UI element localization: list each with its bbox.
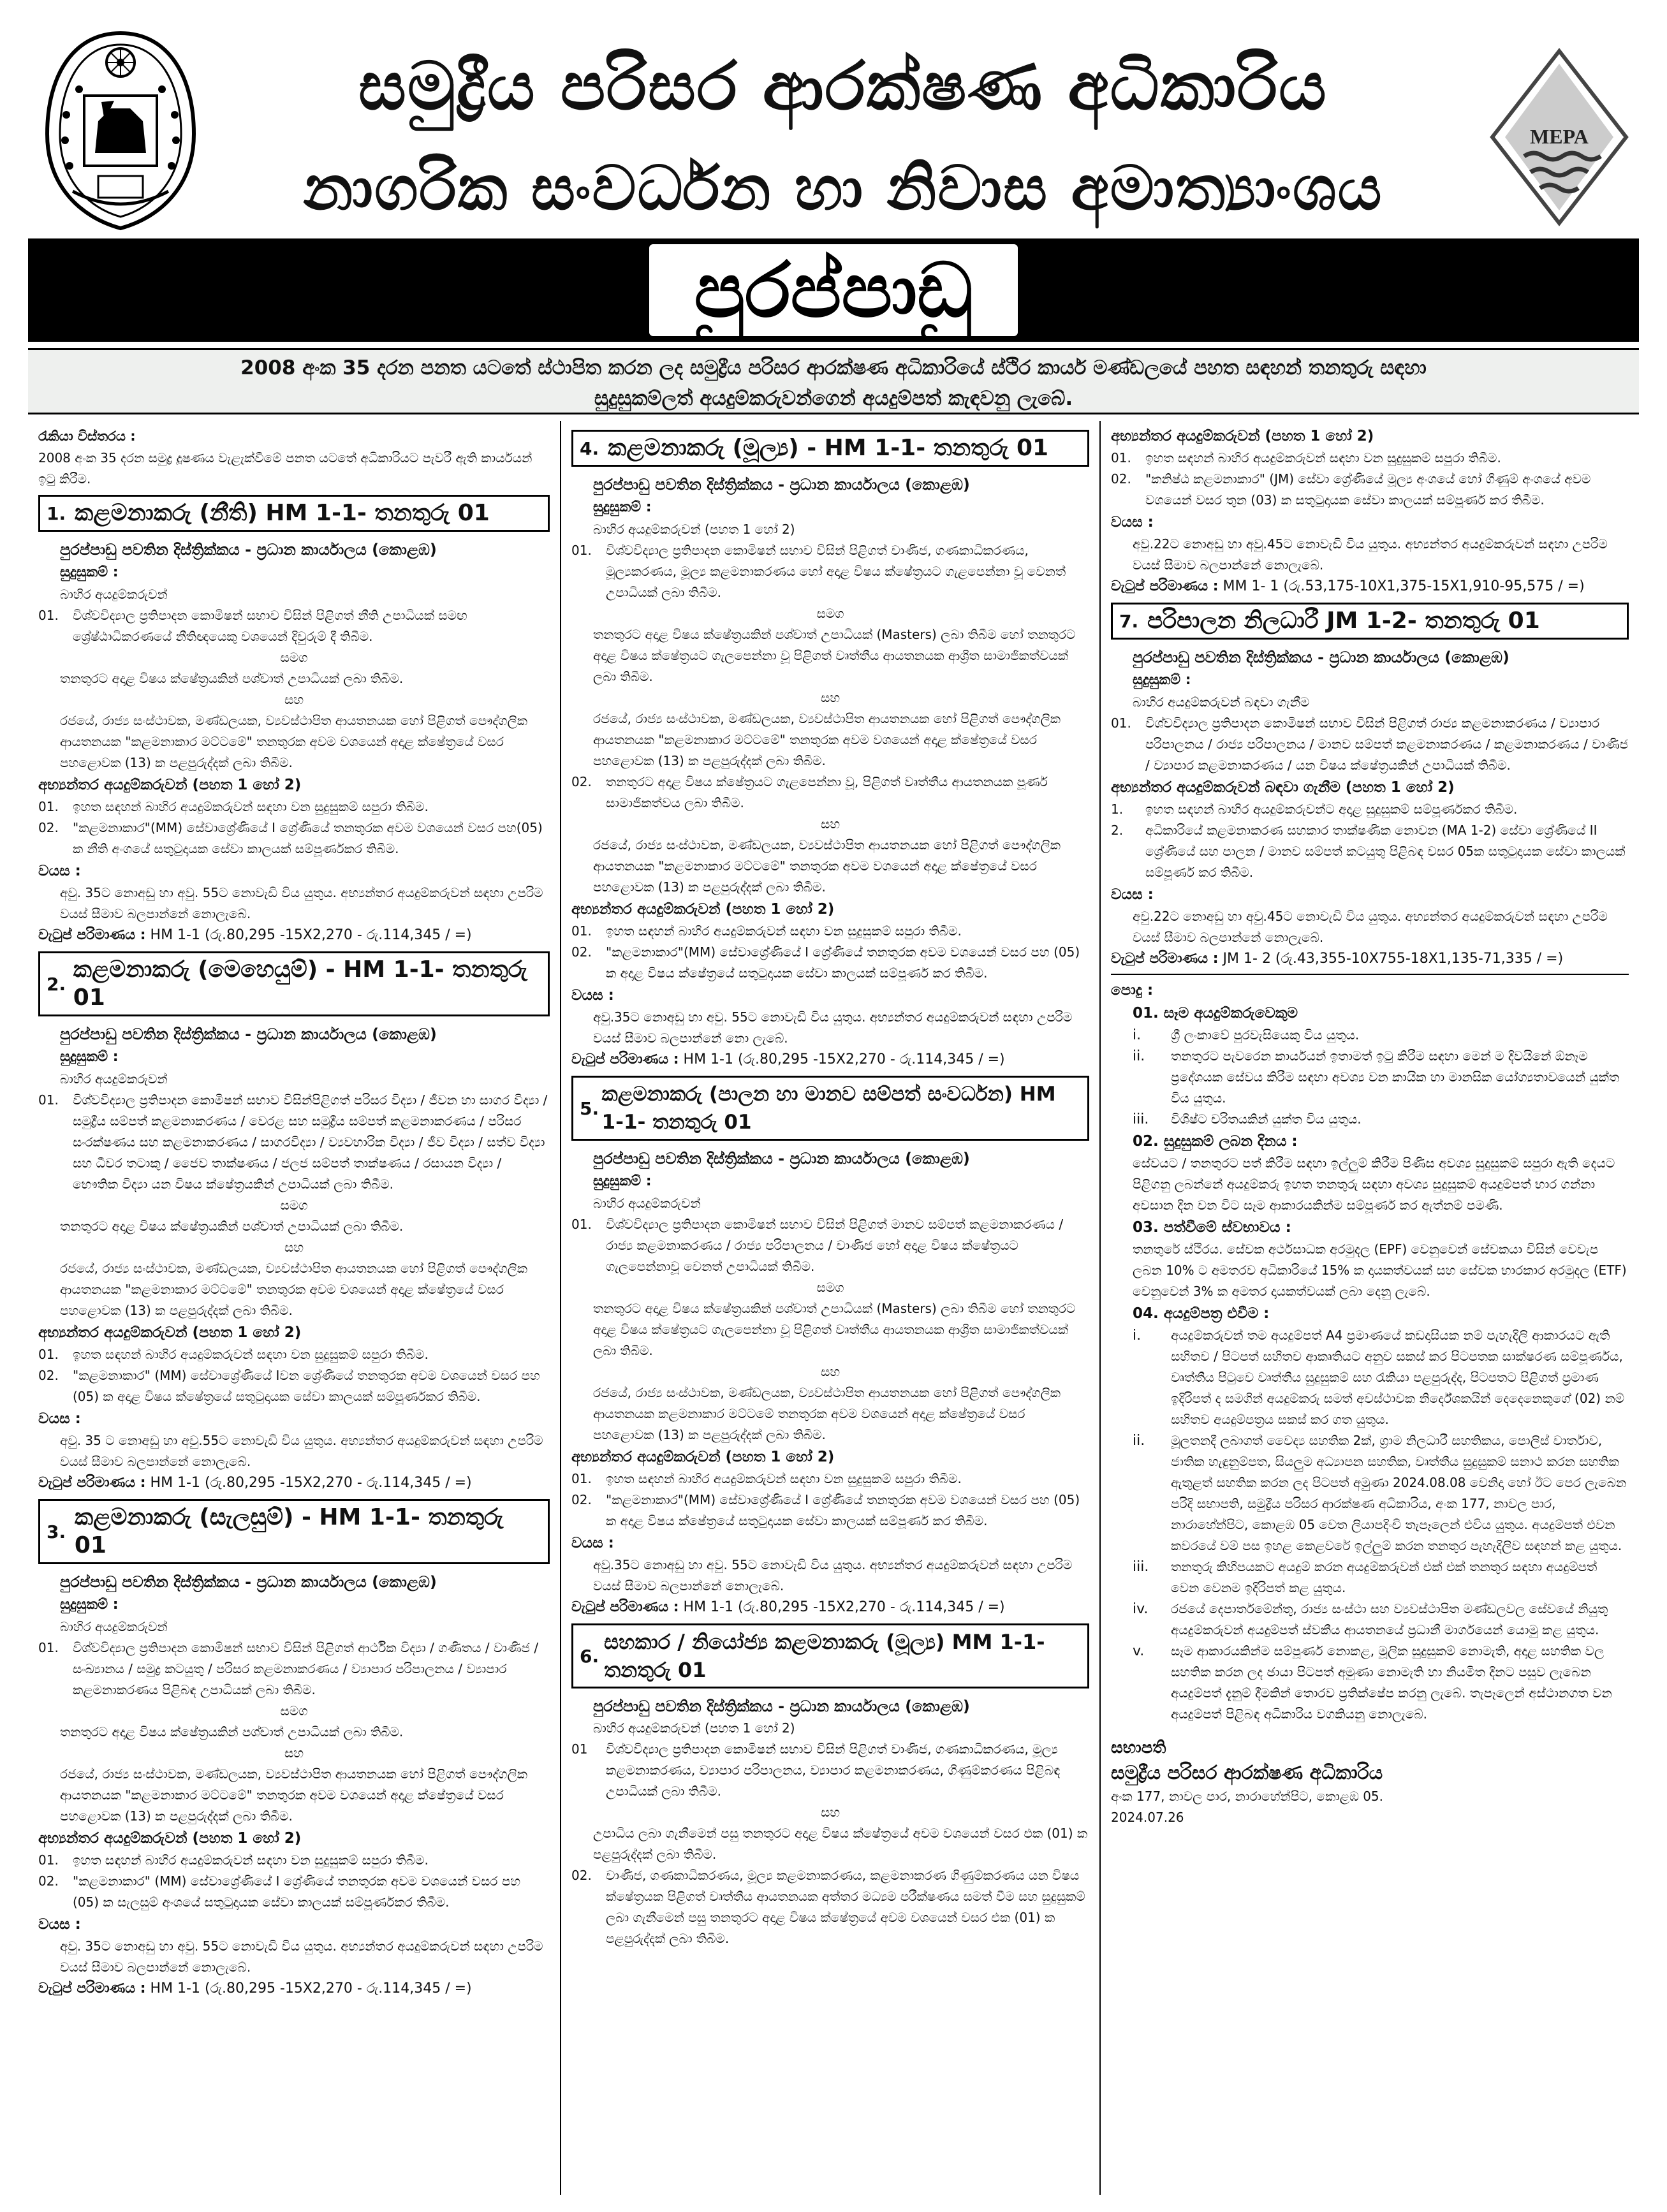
qual-item: 01. ඉහත සඳහන් බාහිර අයදුම්කරුවන් සඳහා වන සුදුසුකම් සපුරා තිබීම.	[38, 1852, 429, 1868]
conj-with: සහ	[284, 692, 304, 707]
external-label: බාහිර අයදුම්කරුවන් බඳවා ගැනීම	[1133, 694, 1310, 710]
qual-item: රජයේ, රාජ්‍ය සංස්ථාවක, මණ්ඩලයක, ව්‍යවස්ථාපිත ආයතනයක හෝ පිළිගත් පෞද්ගලික ආයතනයක "කළමනාකාර මට්ටමේ" තනතුරක අවම වශයෙන් අදාළ ක්ෂේත්‍රයේ වසර පහළොවක (13) ක පළපුරුද්දක් ලබා තිබීම.	[593, 837, 1061, 895]
general-item-4: 04. අයදුම්පත්‍ර එවීම :	[1133, 1305, 1270, 1322]
post-1-header	[38, 495, 550, 532]
qual-item: රජයේ, රාජ්‍ය සංස්ථාවක, මණ්ඩලයක, ව්‍යවස්ථාපිත ආයතනයක හෝ පිළිගත් පෞද්ගලික ආයතනයක "කළමනාකාර මට්ටමේ" තනතුරක අවම වශයෙන් අදාළ ක්ෂේත්‍රයේ වසර පහළොවක (13) ක පළපුරුද්දක් ලබා තිබීම.	[60, 1261, 528, 1318]
post-3-header	[38, 1499, 550, 1564]
post-number: 3.	[47, 1521, 66, 1542]
job-description-text: 2008 අංක 35 දරන සමුද්‍ර දූෂණය වැළැක්වීමේ පනත යටතේ අධිකාරියට පැවරී ඇති කාර්යයන් ඉටු කිරීම.	[38, 450, 532, 487]
post-title: කළමනාකරු (මූල්‍ය) - HM 1-1- තනතුරු 01	[608, 435, 1049, 461]
post-number: 2.	[47, 973, 66, 995]
qual-item: තනතුරට අදාළ විෂය ක්ෂේත්‍රයකින් පශ්චාත් උපාධියක් ලබා තිබීම.	[60, 671, 404, 686]
age-label: වයස :	[38, 1410, 81, 1427]
qual-item: 01 විශ්වවිද්‍යාල ප්‍රතිපාදන කොමිෂන් සභාව විසින් පිළිගත් වාණිජ, ගණකාධිකරණය, මූල්‍ය කළමනාකරණය, ව්‍යාපාර පරිපාලනය, ව්‍යාපාර කළමනාකරණය, ගිණුම්කරණය පිළිබඳ උපාධියක් ලබා තිබීම.	[571, 1741, 1061, 1799]
qual-item: තනතුරට අදාළ විෂය ක්ෂේත්‍රයකින් පශ්චාත් උපාධියක් (Masters) ලබා තිබීම හෝ තනතුරට අදාළ විෂය ක්ෂේත්‍රයට ගැලපෙන්නා වූ පිළිගත් වෘත්තීය ආයතනයක ආශ්‍රිත සාමාජිකත්වයක් ලබා තිබීම.	[593, 627, 1076, 684]
district: පුරප්පාඩු පවතින දිස්ත්‍රික්කය - ප්‍රධාන කාර්යාලය (කොළඹ)	[593, 476, 970, 494]
qual-item: 01. විශ්වවිද්‍යාල ප්‍රතිපාදන කොමිෂන් සභාව විසින් පිළිගත් ආර්ථික විද්‍යා / ගණිතය / වාණිජ / සංඛ්‍යානය / සමුද්‍ර කටයුතු / පරිසර කළමනාකරණය / ව්‍යාපාර පරිපාලනය / ව්‍යාපාර කළමනාකරණය පිළිබඳ උපාධියක් ලබා තිබීම.	[38, 1640, 539, 1697]
qual-item: 01. විශ්වවිද්‍යාල ප්‍රතිපාදන කොමිෂන් සභාව විසින්පිළිගත් පරිසර විද්‍යා / ජීවන හා සාගර විද්‍යා / සමුද්‍රීය සම්පත් කළමනාකරණය / වෙරළ සහ සමුද්‍රීය සම්පත් කළමනාකරණය / පරිසර සංරක්ෂණය සහ කළමනාකරණය / සාගරවිද්‍යා / ව්‍යවහාරික විද්‍යා / ජීව විද්‍යා / සත්ව විද්‍යා සහ ධීවර තටාකු / ජෛව තාක්ෂණය / ජලජ සම්පත් තාක්ෂණය / රසායන විද්‍යා / භෞතික විද්‍යා යන විෂය ක්ෂේත්‍රයකින් උපාධියක් ලබා තිබීම.	[38, 1092, 548, 1192]
mepa-logo-icon	[1486, 45, 1633, 230]
conj-with: සහ	[820, 816, 841, 831]
general-title: පොදු :	[1111, 982, 1154, 999]
post-7-header	[1111, 603, 1629, 640]
qual-label: සුදුසුකම් :	[593, 499, 652, 515]
signatory-address: අංක 177, නාවල පාර, නාරාහේන්පිට, කොළඹ 05.	[1111, 1789, 1384, 1804]
external-label: බාහිර අයදුම්කරුවන්	[60, 1619, 168, 1634]
sri-lanka-emblem-icon	[34, 26, 207, 236]
column-2	[561, 421, 1101, 2195]
qual-item: 02. තනතුරට අදාළ විෂය ක්ෂේත්‍රයට ගැළපෙන්නා වූ, පිළිගත් වෘත්තීය ආයතනයක පූර්ණ සාමාජිකත්වය ලබා තිබීම.	[571, 774, 1048, 810]
conj-and: සමග	[816, 1280, 844, 1295]
qual-item: 01. ඉහත සඳහන් බාහිර අයදුම්කරුවන් සඳහා වන සුදුසුකම් සපුරා තිබීම.	[38, 1347, 429, 1362]
header	[28, 19, 1639, 236]
qual-item: 02. "කළමනාකාර"(MM) සේවාශ්‍රේණියේ I ශ්‍රේණියේ තනතුරක අවම වශයෙන් වසර පහ (05) ක අදාළ විෂය ක්ෂේත්‍රයේ සතුටුදායක සේවා කාලයක් සම්පූර්ණ කර තිබීම.	[571, 1492, 1080, 1528]
sub-item: iv. රජයේ දෙපාර්තමේන්තු, රාජ්‍ය සංස්ථා සහ ව්‍යවස්ථාපිත මණ්ඩලවල සේවයේ නියුතු අයදුම්කරුවන් අයදුම්පත් ස්වකීය ආයතනයේ ප්‍රධානී මාර්ගයෙන් යොමු කළ යුතුය.	[1133, 1601, 1608, 1637]
age-text: අවු. 35 ට නොඅඩු හා අවු.55ට නොවැඩි විය යුතුය. අභ්‍යන්තර අයදුම්කරුවන් සඳහා උපරිම වයස් සීමාව බලපාන්නේ නොලැබේ.	[60, 1433, 543, 1469]
job-description-label: රැකියා විස්තරය :	[38, 428, 136, 444]
qual-item: රජයේ, රාජ්‍ය සංස්ථාවක, මණ්ඩලයක, ව්‍යවස්ථාපිත ආයතනයක හෝ පිළිගත් පෞද්ගලික ආයතනයක "කළමනාකාර මට්ටමේ" තනතුරක අවම වශයෙන් අදාළ ක්ෂේත්‍රයේ වසර පහළොවක (13) ක පළපුරුද්දක් ලබා තිබීම.	[60, 1766, 528, 1824]
district: පුරප්පාඩු පවතින දිස්ත්‍රික්කය - ප්‍රධාන කාර්යාලය (කොළඹ)	[60, 541, 437, 559]
internal-label: අභ්‍යන්තර අයදුම්කරුවන් (පහත 1 හෝ 2)	[571, 901, 835, 918]
post-number: 5.	[580, 1097, 599, 1119]
signature-block	[1111, 1735, 1629, 1828]
sub-item: i. ශ්‍රී ලංකාවේ පුරවැසියෙකු විය යුතුය.	[1133, 1027, 1360, 1043]
conj-and: සමග	[280, 650, 308, 665]
qual-item: රජයේ, රාජ්‍ය සංස්ථාවක, මණ්ඩලයක, ව්‍යවස්ථාපිත ආයතනයක හෝ පිළිගත් පෞද්ගලික ආයතනයක "කළමනාකාර මට්ටමේ" තනතුරක අවම වශයෙන් අදාළ ක්ෂේත්‍රයේ වසර පහළොවක (13) ක පළපුරුද්දක් ලබා තිබීම.	[593, 711, 1061, 768]
internal-label: අභ්‍යන්තර අයදුම්කරුවන් (පහත 1 හෝ 2)	[571, 1449, 835, 1465]
qual-item: 2. අධිකාරියේ කළමනාකරණ සහකාර තාක්ෂණික නොවන (MA 1-2) සේවා ශ්‍රේණියේ II ශ්‍රේණියේ සහ පාලන / මානව සම්පත් කටයුතු පිළිබඳ වසර 05ක සතුටුදායක සේවා කාලයක් සම්පූර්ණ කර තිබීම.	[1111, 823, 1626, 880]
district: පුරප්පාඩු පවතින දිස්ත්‍රික්කය - ප්‍රධාන කාර්යාලය (කොළඹ)	[1133, 648, 1509, 666]
age-text: අවු.35ට නොඅඩු හා අවු. 55ට නොවැඩි විය යුතුය. අභ්‍යන්තර අයදුම්කරුවන් සඳහා උපරිම වයස් සීමාව බලපාන්නේ නො ලැබේ.	[593, 1009, 1073, 1046]
ministry-title: නාගරික සංවර්ධන හා නිවාස අමාත්‍යාංශය	[303, 152, 1383, 224]
general-item-1: 01. සෑම අයදුම්කරුවෙකුම	[1133, 1005, 1298, 1022]
intro-notice	[28, 348, 1639, 414]
signatory-role: සභාපති	[1111, 1738, 1166, 1757]
column-3	[1101, 421, 1639, 2195]
post-title: කළමනාකරු (පාලන හා මානව සම්පත් සංවර්ධන) HM 1-1- තනතුරු 01	[601, 1083, 1056, 1134]
qual-label: සුදුසුකම් :	[60, 1049, 119, 1065]
conj-with: සහ	[820, 1364, 841, 1379]
conj-with: සහ	[284, 1240, 304, 1255]
notice-date: 2024.07.26	[1111, 1810, 1184, 1825]
qual-item: 02. වාණිජ, ගණකාධිකරණය, මූල්‍ය කළමනාකරණය, කළමනාකරණ ගිණුම්කරණය යන විෂය ක්ෂේත්‍රයක පිළිගත් වෘත්තීය ආයතනයක අත්තර මධ්‍යම පරීක්ෂණය සමත් වීම සහ සුදුසුකම් ලබා ගැනීමෙන් පසු තනතුරට අදාළ විෂය ක්ෂේත්‍රයේ අවම වශයෙන් වසර එක (01) ක පළපුරුද්දක් ලබා තිබීම.	[571, 1868, 1085, 1946]
district: පුරප්පාඩු පවතින දිස්ත්‍රික්කය - ප්‍රධාන කාර්යාලය (කොළඹ)	[60, 1573, 437, 1591]
internal-label: අභ්‍යන්තර අයදුම්කරුවන් (පහත 1 හෝ 2)	[38, 777, 302, 793]
post-5-header	[571, 1076, 1089, 1141]
qual-item: 02. "කළමනාකාර" (MM) සේවාශ්‍රේණියේ Iවන ශ්‍රේණියේ තනතුරක අවම වශයෙන් වසර පහ (05) ක අදාළ විෂය ක්ෂේත්‍රයේ සතුටුදායක සේවා කාලයක් සම්පූර්ණකර තිබීම.	[38, 1368, 540, 1404]
banner-text: පුරප්පාඩු	[649, 244, 1017, 336]
conj-with: සහ	[284, 1745, 304, 1761]
qual-item: 01. ඉහත සඳහන් බාහිර අයදුම්කරුවන් සඳහා වන සුදුසුකම් සපුරා තිබීම.	[571, 1471, 962, 1486]
salary-line: වැටුප් පරිමාණය : MM 1- 1 (රු.53,175-10X1,375-15X1,910-95,575 / =)	[1111, 578, 1585, 594]
post-4-header	[571, 430, 1089, 467]
qual-item: 02. "කළමනාකාර" (MM) සේවාශ්‍රේණියේ I ශ්‍රේණියේ තනතුරක අවම වශයෙන් වසර පහ (05) ක සැලසුම් අංශයේ සතුටුදායක සේවා කාලයක් සම්පූර්ණකර තිබීම.	[38, 1873, 521, 1910]
salary-line: වැටුප් පරිමාණය : JM 1- 2 (රු.43,355-10X755-18X1,135-71,335 / =)	[1111, 951, 1564, 967]
vacancies-banner	[28, 238, 1639, 342]
post-title: කළමනාකරු (මෙහෙයුම්) - HM 1-1- තනතුරු 01	[73, 956, 527, 1011]
qual-item: 01. විශ්වවිද්‍යාල ප්‍රතිපාදන කොමිෂන් සභාව විසින් පිළිගත් රාජ්‍ය කළමනාකරණය / ව්‍යාපාර පරිපාලනය / රාජ්‍ය පරිපාලනය / මානව සම්පත් කළමනාකරණය / කළමනාකරණය / වාණිජ / ව්‍යාපාර කළමනාකරණය / යන විෂය ක්ෂේත්‍රයකින් උපාධියක් තිබීම.	[1111, 715, 1629, 773]
post-6-header	[571, 1623, 1089, 1688]
qual-item: 01. ඉහත සඳහන් බාහිර අයදුම්කරුවන් සඳහා වන සුදුසුකම් සපුරා තිබීම.	[38, 799, 429, 814]
qual-item: උපාධිය ලබා ගැනීමෙන් පසු තනතුරට අදාළ විෂය ක්ෂේත්‍රයේ අවම වශයෙන් වසර එක (01) ක පළපුරුද්දක් ලබා තිබීම.	[593, 1826, 1088, 1862]
qual-item: 01. විශ්වවිද්‍යාල ප්‍රතිපාදන කොමිෂන් සභාව විසින් පිළිගත් වාණිජ, ගණකාධිකරණය, මූල්‍යකරණය, මූල්‍ය කළමනාකරණය හෝ අදාළ විෂය ක්ෂේත්‍රයට ගැළපෙන්නා වූ වෙනත් උපාධියක් ලබා තිබීම.	[571, 543, 1066, 600]
qual-item: රජයේ, රාජ්‍ය සංස්ථාවක, මණ්ඩලයක, ව්‍යවස්ථාපිත ආයතනයක හෝ පිළිගත් පෞද්ගලික ආයතනයක "කළමනාකාර මට්ටමේ" තනතුරක අවම වශයෙන් අදාළ ක්ෂේත්‍රයේ වසර පහළොවක (13) ක පළපුරුද්දක් ලබා තිබීම.	[60, 713, 528, 770]
divider	[1111, 974, 1629, 975]
general-text: තනතුරේ ස්ථිරය. සේවක අර්ථසාධක අරමුදල (EPF) වෙනුවෙන් සේවකයා විසින් වෙවැප ලබන 10% ට අමතරව අධිකාරියේ 15% ක දායකත්වයක් සහ සේවක භාරකාර අරමුදල (ETF) වෙනුවෙන් 3% ක අමතර දායකත්වයක් ලබා දෙනු ලැබේ.	[1133, 1242, 1627, 1299]
conj-and: සමග	[816, 606, 844, 621]
qual-item: තනතුරට අදාළ විෂය ක්ෂේත්‍රයකින් පශ්චාත් උපාධියක් ලබා තිබීම.	[60, 1219, 404, 1234]
external-label: බාහිර අයදුම්කරුවන්	[60, 587, 168, 602]
sub-item: i. අයදුම්කරුවන් තම අයදුම්පත් A4 ප්‍රමාණයේ කඩදාසියක නම් පැහැදිලි ආකාරයට ඇති සහිතව / පිටපත් සහිතව ආකෘතියට අනුව සකස් කර පිටපතක සාක්ෂරණ සම්පූර්ණය, වෘත්තීය පිටුවෙ වෘත්තීය සුදුසුකම් සහ රැකියා පළපුරුද්ද, පිටපතට පිළිගත් ප්‍රමාණ ඉදිරිපත් ද සමගින් අයදුම්කරු සමත් අවස්ථාවක නිර්දේශකයින් දෙදෙනෙකුගේ (02) නම් සහිතව අයදුම්පත්‍රය සකස් කර ගත යුතුය.	[1133, 1328, 1625, 1427]
post-number: 4.	[580, 437, 599, 459]
qual-item: 01. විශ්වවිද්‍යාල ප්‍රතිපාදන කොමිෂන් සභාව විසින් පිළිගත් මානව සම්පත් කළමනාකරණය / රාජ්‍ය කළමනාකරණය / රාජ්‍ය පරිපාලනය / වාණිජ හෝ අදාළ විෂය ක්ෂේත්‍රයට ගැලපෙන්නාවූ වෙනත් උපාධියක් තිබීම.	[571, 1217, 1064, 1274]
qual-item: 02. "කනිෂ්ඨ කළමනාකාර" (JM) සේවා ශ්‍රේණියේ මූල්‍ය අංශයේ හෝ ගිණුම් අංශයේ අවම වශයෙන් වසර තුන (03) ක සතුටුදායක සේවා කාලයක් සම්පූර්ණ කර තිබීම.	[1111, 471, 1591, 508]
district: පුරප්පාඩු පවතින දිස්ත්‍රික්කය - ප්‍රධාන කාර්යාලය (කොළඹ)	[593, 1150, 970, 1168]
age-text: අවු. 35ට නොඅඩු හා අවු. 55ට නොවැඩි විය යුතුය. අභ්‍යන්තර අයදුම්කරුවන් සඳහා උපරිම වයස් සීමාව බලපාන්නේ නොලැබේ.	[60, 1938, 543, 1975]
sub-item: ii. තනතුරට පැවරෙන කාර්යයන් ඉතාමත් ඉටු කිරීම සඳහා මෙන් ම දිවයිනේ ඕනෑම ප්‍රදේශයක සේවය කිරීම සඳහා අවශ්‍ය වන කායික හා මානසික යෝග්‍යතාවයෙන් යුක්ත විය යුතුය.	[1133, 1048, 1620, 1106]
qual-label: සුදුසුකම් :	[60, 1597, 119, 1613]
general-item-2: 02. සුදුසුකම් ලබන දිනය :	[1133, 1133, 1298, 1150]
qual-item: තනතුරට අදාළ විෂය ක්ෂේත්‍රයකින් පශ්චාත් උපාධියක් ලබා තිබීම.	[60, 1724, 404, 1740]
post-2-header	[38, 951, 550, 1016]
mepa-logo-text: MEPA	[1530, 125, 1589, 148]
sub-item: ii. මූලතනදී ලබාගත් වෛද්‍ය සහතික 2ක්, ග්‍රාම නිලධාරී සහතිකය, පොලිස් වාර්තාව, ජාතික හැඳුනුම්පත, සියලුම අධ්‍යාපන සහතික, වෘත්තීය සුදුසුකම් සනාථ කරන සහතික ඇතුළත් සහතික කරන ලද පිටපත් අමුණා 2024.08.08 වෙනිදා හෝ ඊට පෙර ලැබෙන පරිදි සභාපති, සමුද්‍රීය පරිසර ආරක්ෂණ අධිකාරිය, අංක 177, නාවල පාර, නාරාහේන්පිට, කොළඹ 05 වෙත ලියාපදිංචි තැපෑලෙන් එවිය යුතුය. අයදුම්පත් එවන කවරයේ වම් පස ඉහළ කෙළවරේ ඉල්ලුම් කරන තනතුර පැහැදිලිව සඳහන් කළ යුතුය.	[1133, 1433, 1627, 1553]
age-text: අවු.22ට නොඅඩු හා අවු.45ට නොවැඩි විය යුතුය. අභ්‍යන්තර අයදුම්කරුවන් සඳහා උපරිම වයස් සීමාව බලපාන්නේ නොලැබේ.	[1133, 536, 1608, 573]
age-text: අවු.22ට නොඅඩු හා අවු.45ට නොවැඩි විය යුතුය. අභ්‍යන්තර අයදුම්කරුවන් සඳහා උපරිම වයස් සීමාව බලපාන්නේ නොලැබේ.	[1133, 909, 1608, 945]
qual-item: 02. "කළමනාකාර"(MM) සේවාශ්‍රේණියේ I ශ්‍රේණියේ තනතුරක අවම වශයෙන් වසර පහ (05) ක අදාළ විෂය ක්ෂේත්‍රයේ සතුටුදායක සේවා කාලයක් සම්පූර්ණ කර තිබීම.	[571, 944, 1080, 981]
external-label: බාහිර අයදුම්කරුවන් (පහත 1 හෝ 2)	[593, 522, 795, 537]
general-item-3: 03. පත්වීමේ ස්වභාවය :	[1133, 1219, 1291, 1236]
content-columns	[28, 421, 1639, 2195]
district: පුරප්පාඩු පවතින දිස්ත්‍රික්කය - ප්‍රධාන කාර්යාලය (කොළඹ)	[593, 1697, 970, 1715]
internal-label: අභ්‍යන්තර අයදුම්කරුවන් බඳවා ගැනීම (පහත 1 හෝ 2)	[1111, 779, 1455, 796]
qual-item: 1. ඉහත සඳහන් බාහිර අයදුම්කරුවන්ට අදාළ සුදුසුකම් සම්පූර්ණකර තිබීම.	[1111, 802, 1518, 817]
qual-label: සුදුසුකම් :	[60, 564, 119, 580]
qual-label: සුදුසුකම් :	[1133, 672, 1191, 688]
external-label: බාහිර අයදුම්කරුවන්	[593, 1196, 701, 1211]
age-text: අවු. 35ට නොඅඩු හා අවු. 55ට නොවැඩි විය යුතුය. අභ්‍යන්තර අයදුම්කරුවන් සඳහා උපරිම වයස් සීමාව බලපාන්නේ නොලැබේ.	[60, 885, 543, 921]
post-title: පරිපාලන නිලධාරී JM 1-2- තනතුරු 01	[1147, 608, 1540, 634]
column-1	[28, 421, 561, 2195]
signatory-org: සමුද්‍රීය පරිසර ආරක්ෂණ අධිකාරිය	[1111, 1762, 1383, 1784]
conj-with: සහ	[820, 690, 841, 705]
salary-line: වැටුප් පරිමාණය : HM 1-1 (රු.80,295 -15X2,270 - රු.114,345 / =)	[38, 1475, 472, 1491]
external-label: බාහිර අයදුම්කරුවන් (පහත 1 හෝ 2)	[593, 1720, 795, 1736]
intro-line-1: 2008 අංක 35 දරන පනත යටතේ ස්ථාපිත කරන ලද සමුද්‍රීය පරිසර ආරක්ෂණ අධිකාරියේ ස්ථිර කාර්ය මණ්ඩලයේ පහත සඳහන් තනතුරු සඳහා	[240, 356, 1427, 379]
age-label: වයස :	[1111, 514, 1154, 531]
post-title: කළමනාකරු (නීති) HM 1-1- තනතුරු 01	[75, 500, 490, 526]
age-label: වයස :	[571, 1535, 614, 1551]
internal-label: අභ්‍යන්තර අයදුම්කරුවන් (පහත 1 හෝ 2)	[1111, 428, 1374, 444]
qual-label: සුදුසුකම් :	[593, 1173, 652, 1189]
post-title: සහකාර / නියෝජ්‍ය කළමනාකරු (මූල්‍ය) MM 1-1- තනතුරු 01	[604, 1630, 1045, 1682]
conj-with: සහ	[820, 1805, 841, 1820]
qual-item: රජයේ, රාජ්‍ය සංස්ථාවක, මණ්ඩලයක, ව්‍යවස්ථාපිත ආයතනයක හෝ පිළිගත් පෞද්ගලික ආයතනයක කළමනාකාර මට්ටමේ තනතුරක අවම වශයෙන් අදාළ ක්ෂේත්‍රයේ වසර පහළොවක (13) ක පළපුරුද්දක් ලබා තිබීම.	[593, 1385, 1061, 1442]
salary-line: වැටුප් පරිමාණය : HM 1-1 (රු.80,295 -15X2,270 - රු.114,345 / =)	[38, 1981, 472, 1996]
post-number: 7.	[1119, 610, 1139, 632]
post-number: 1.	[47, 502, 66, 524]
authority-title: සමුද්‍රීය පරිසර ආරක්ෂණ අධිකාරිය	[358, 47, 1328, 125]
age-label: වයස :	[38, 863, 81, 879]
intro-line-2: සුදුසුකම්ලත් අයදුම්කරුවන්ගෙන් අයදුම්පත් කැඳවනු ලැබේ.	[594, 387, 1073, 410]
qual-item: 01. විශ්වවිද්‍යාල ප්‍රතිපාදන කොමිෂන් සභාව විසින් පිළිගත් නීති උපාධියක් සමඟ ශ්‍රේෂ්ඨාධිකරණයේ නීතිඥයෙකු වශයෙන් දිවුරුම් දී තිබීම.	[38, 608, 467, 644]
general-text: සේවයට / තනතුරට පත් කිරීම සඳහා ඉල්ලුම් කිරීම පිණිස අවශ්‍ය සුදුසුකම් සපුරා ඇති දෙයට පිළිගනු ලබන්නේ අයදුම්කරු ඉහත තනතුරු සඳහා අවශ්‍ය සුදුසුකම් අයදුම්පත් භාර ගන්නා අවසාන දින වන විට සෑම ආකාරයකින්ම සම්පූර්ණ කර ඇත්නම් පමණි.	[1133, 1155, 1615, 1213]
qual-item: තනතුරට අදාළ විෂය ක්ෂේත්‍රයකින් පශ්චාත් උපාධියක් (Masters) ලබා තිබීම හෝ තනතුරට අදාළ විෂය ක්ෂේත්‍රයට ගැලපෙන්නා වූ පිළිගත් වෘත්තීය ආයතනයක ආශ්‍රිත සාමාජිකත්වයක් ලබා තිබීම.	[593, 1301, 1076, 1358]
qual-item: 01. ඉහත සඳහන් බාහිර අයදුම්කරුවන් සඳහා වන සුදුසුකම් සපුරා තිබීම.	[1111, 450, 1501, 465]
sub-item: v. සෑම ආකාරයකින්ම සම්පූර්ණ නොකළ, මූලික සුදුසුකම් නොමැති, අදාළ සහතික වල සහතික කරන ලද ඡායා පිටපත් අමුණා නොමැති හා නියමිත දිනට පසුව ලැබෙන අයදුම්පත් දැනුම් දීමකින් තොරව ප්‍රතික්ෂේප කරනු ලැබේ. තැපෑලෙන් අස්ථානගත වන අයදුම්පත් පිළිබඳ අධිකාරිය වගකියනු නොලැබේ.	[1133, 1643, 1612, 1722]
salary-line: වැටුප් පරිමාණය : HM 1-1 (රු.80,295 -15X2,270 - රු.114,345 / =)	[38, 927, 472, 943]
salary-line: වැටුප් පරිමාණය : HM 1-1 (රු.80,295 -15X2,270 - රු.114,345 / =)	[571, 1599, 1005, 1615]
conj-and: සමග	[280, 1703, 308, 1718]
salary-line: වැටුප් පරිමාණය : HM 1-1 (රු.80,295 -15X2,270 - රු.114,345 / =)	[571, 1051, 1005, 1067]
qual-item: 02. "කළමනාකාර"(MM) සේවාශ්‍රේණියේ I ශ්‍රේණියේ තනතුරක අවම වශයෙන් වසර පහ(05) ක නීති අංශයේ සතුටුදායක සේවා කාලයක් සම්පූර්ණකර තිබීම.	[38, 820, 543, 856]
sub-item: iii. විශිෂ්ට චරිතයකින් යුක්ත විය යුතුය.	[1133, 1111, 1362, 1127]
post-title: කළමනාකරු (සැලසුම්) - HM 1-1- තනතුරු 01	[74, 1504, 504, 1558]
qual-item: 01. ඉහත සඳහන් බාහිර අයදුම්කරුවන් සඳහා වන සුදුසුකම් සපුරා තිබීම.	[571, 923, 962, 939]
internal-label: අභ්‍යන්තර අයදුම්කරුවන් (පහත 1 හෝ 2)	[38, 1324, 302, 1341]
age-label: වයස :	[1111, 886, 1154, 903]
sub-item: iii. තනතුරු කිහිපයකට අයදුම් කරන අයදුම්කරුවන් එක් එක් තනතුර සඳහා අයදුම්පත් වෙන වෙනම ඉදිරිපත් කළ යුතුය.	[1133, 1559, 1597, 1595]
post-number: 6.	[580, 1645, 599, 1667]
age-label: වයස :	[38, 1916, 81, 1933]
external-label: බාහිර අයදුම්කරුවන්	[60, 1071, 168, 1087]
internal-label: අභ්‍යන්තර අයදුම්කරුවන් (පහත 1 හෝ 2)	[38, 1830, 302, 1847]
age-label: වයස :	[571, 987, 614, 1004]
conj-and: සමග	[280, 1198, 308, 1213]
district: පුරප්පාඩු පවතින දිස්ත්‍රික්කය - ප්‍රධාන කාර්යාලය (කොළඹ)	[60, 1025, 437, 1043]
age-text: අවු.35ට නොඅඩු හා අවු. 55ට නොවැඩි විය යුතුය. අභ්‍යන්තර අයදුම්කරුවන් සඳහා උපරිම වයස් සීමාව බලපාන්නේ නොලැබේ.	[593, 1557, 1073, 1593]
